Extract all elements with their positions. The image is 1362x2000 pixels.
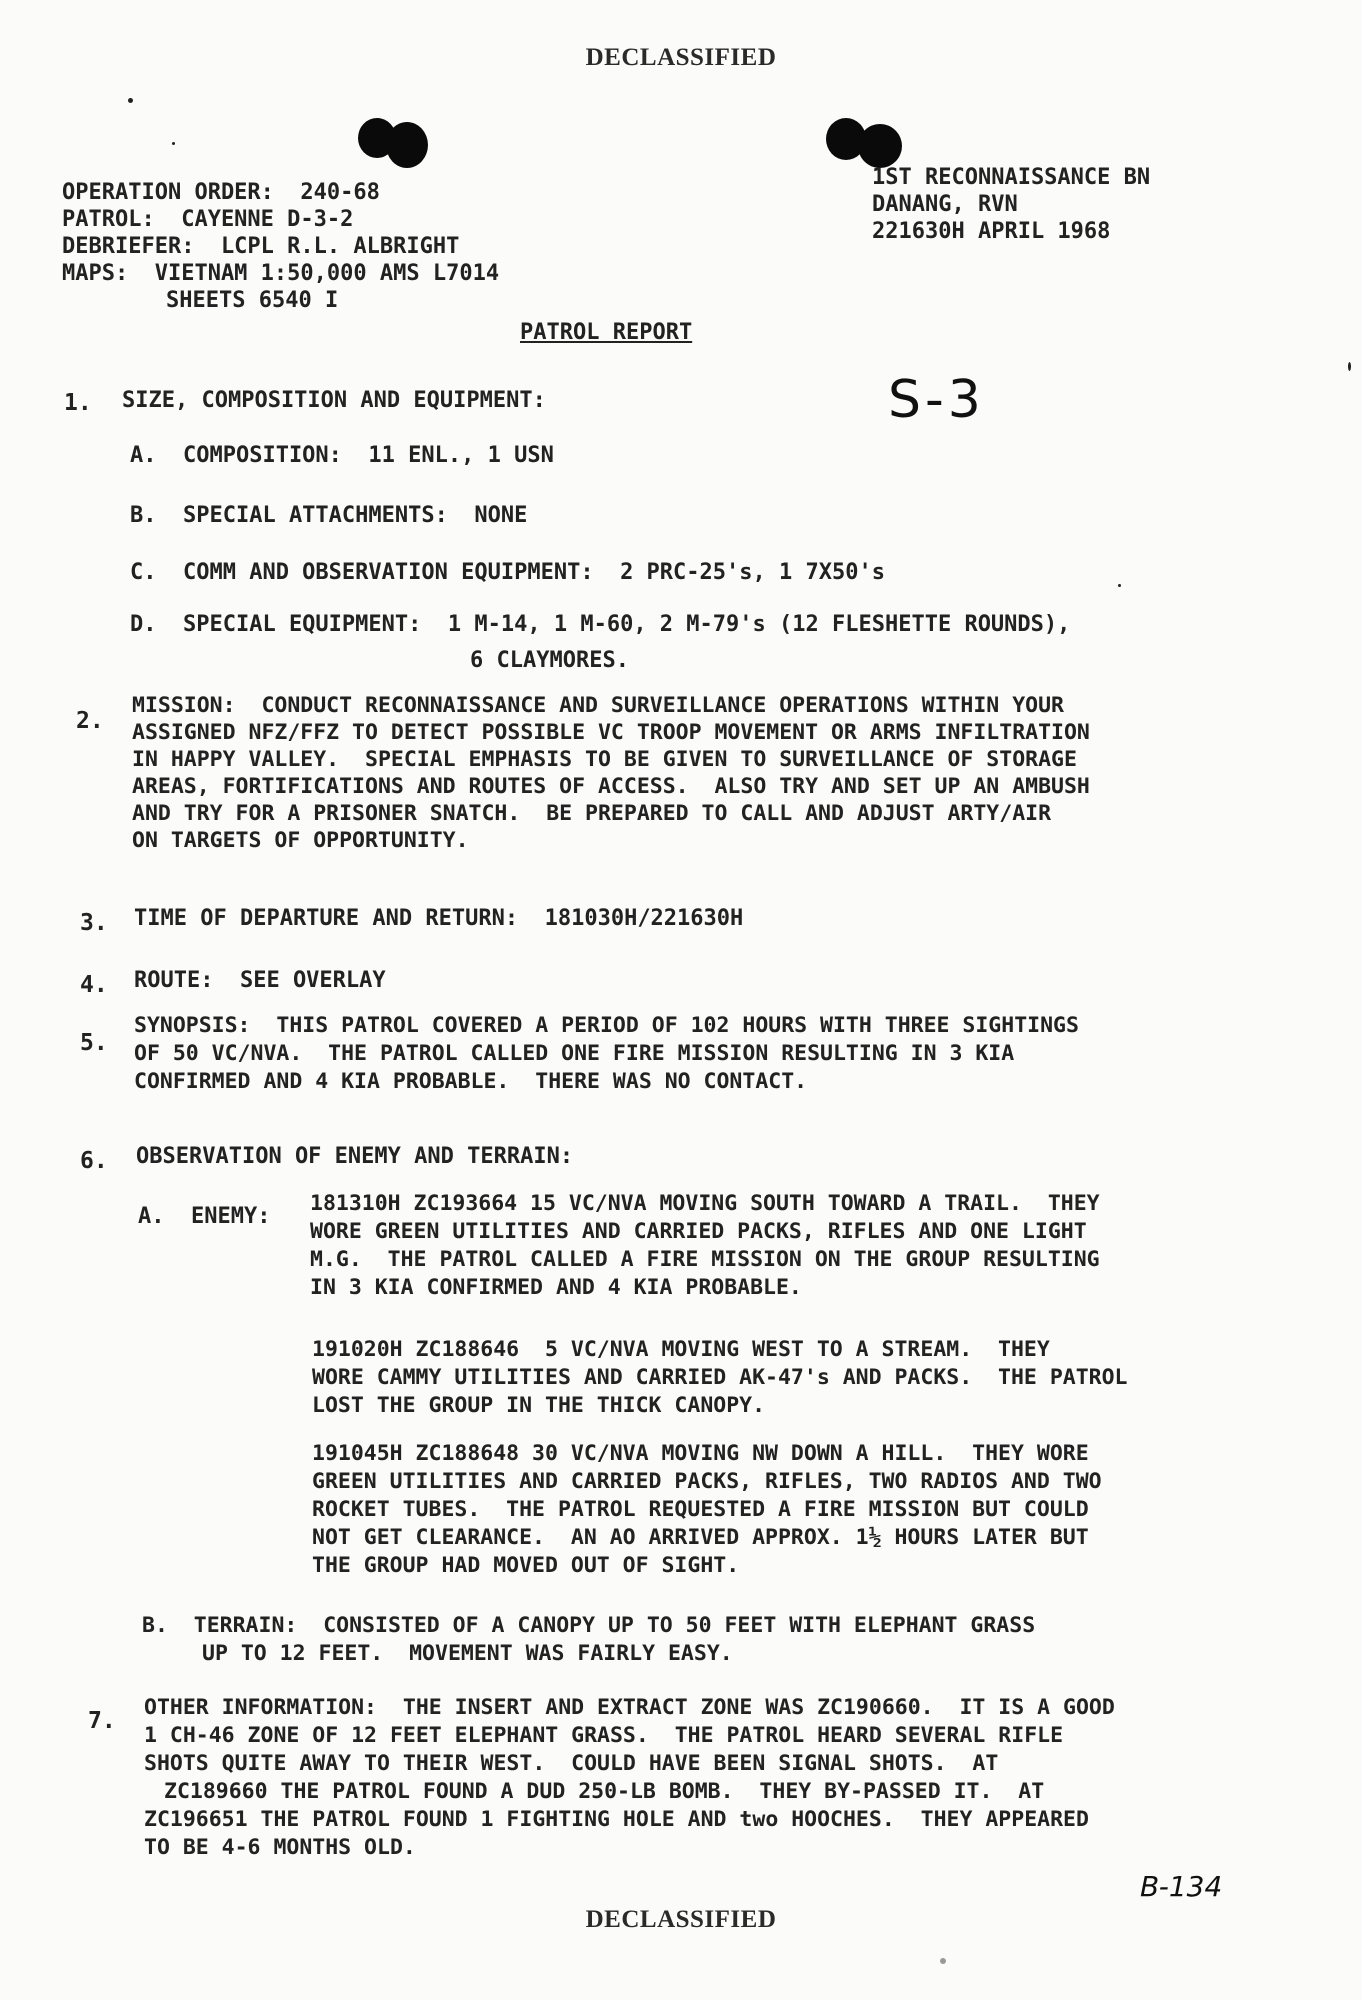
mission-line: ASSIGNED NFZ/FFZ TO DETECT POSSIBLE VC TROOP MOVEMENT OR ARMS INFILTRATION <box>132 720 1090 745</box>
ink-speck <box>172 142 175 145</box>
section-3-number: 3. <box>80 910 108 936</box>
sighting-line: 191020H ZC188646 5 VC/NVA MOVING WEST TO A STREAM. THEY <box>312 1337 1050 1362</box>
handwritten-s3: S-3 <box>888 370 985 430</box>
section-7-number: 7. <box>88 1708 116 1734</box>
other-info-line: SHOTS QUITE AWAY TO THEIR WEST. COULD HAVE BEEN SIGNAL SHOTS. AT <box>144 1751 999 1776</box>
section-2-number: 2. <box>76 708 104 734</box>
sighting-line: NOT GET CLEARANCE. AN AO ARRIVED APPROX. 1½ HOURS LATER BUT <box>312 1525 1089 1550</box>
section-1-attachments: B. SPECIAL ATTACHMENTS: NONE <box>130 503 528 528</box>
punch-hole-left-2 <box>386 122 428 168</box>
report-datetime: 221630H APRIL 1968 <box>872 219 1111 244</box>
mission-line: AND TRY FOR A PRISONER SNATCH. BE PREPARED TO CALL AND ADJUST ARTY/AIR <box>132 801 1052 826</box>
sighting-line: 181310H ZC193664 15 VC/NVA MOVING SOUTH TOWARD A TRAIL. THEY <box>310 1191 1100 1216</box>
sighting-line: WORE GREEN UTILITIES AND CARRIED PACKS, RIFLES AND ONE LIGHT <box>310 1219 1087 1244</box>
patrol-name: PATROL: CAYENNE D-3-2 <box>62 207 354 232</box>
sighting-line: 191045H ZC188648 30 VC/NVA MOVING NW DOWN A HILL. THEY WORE <box>312 1441 1089 1466</box>
ink-speck <box>1118 584 1121 587</box>
other-info-line: 1 CH-46 ZONE OF 12 FEET ELEPHANT GRASS. THE PATROL HEARD SEVERAL RIFLE <box>144 1723 1064 1748</box>
mission-line: MISSION: CONDUCT RECONNAISSANCE AND SURVEILLANCE OPERATIONS WITHIN YOUR <box>132 693 1064 718</box>
mission-line: ON TARGETS OF OPPORTUNITY. <box>132 828 469 853</box>
sighting-line: THE GROUP HAD MOVED OUT OF SIGHT. <box>312 1553 740 1578</box>
ink-speck <box>1348 362 1351 371</box>
declassified-stamp-bottom: DECLASSIFIED <box>585 1906 777 1933</box>
sighting-line: WORE CAMMY UTILITIES AND CARRIED AK-47's AND PACKS. THE PATROL <box>312 1365 1128 1390</box>
debriefer: DEBRIEFER: LCPL R.L. ALBRIGHT <box>62 234 460 259</box>
section-5-number: 5. <box>80 1030 108 1056</box>
synopsis-line: OF 50 VC/NVA. THE PATROL CALLED ONE FIRE MISSION RESULTING IN 3 KIA <box>134 1041 1015 1066</box>
section-4-number: 4. <box>80 972 108 998</box>
declassified-stamp-top: DECLASSIFIED <box>585 44 777 71</box>
sighting-line: M.G. THE PATROL CALLED A FIRE MISSION ON THE GROUP RESULTING <box>310 1247 1100 1272</box>
section-3-departure-return: TIME OF DEPARTURE AND RETURN: 181030H/221630H <box>134 906 744 931</box>
mission-line: IN HAPPY VALLEY. SPECIAL EMPHASIS TO BE GIVEN TO SURVEILLANCE OF STORAGE <box>132 747 1077 772</box>
other-info-line: TO BE 4-6 MONTHS OLD. <box>144 1835 416 1860</box>
section-1-special-equipment: D. SPECIAL EQUIPMENT: 1 M-14, 1 M-60, 2 M-79's (12 FLESHETTE ROUNDS), <box>130 612 1071 637</box>
section-6-number: 6. <box>80 1148 108 1174</box>
mission-line: AREAS, FORTIFICATIONS AND ROUTES OF ACCESS. ALSO TRY AND SET UP AN AMBUSH <box>132 774 1090 799</box>
document-title: PATROL REPORT <box>520 320 693 345</box>
synopsis-line: CONFIRMED AND 4 KIA PROBABLE. THERE WAS NO CONTACT. <box>134 1069 808 1094</box>
handwritten-page-number: B-134 <box>1140 1870 1223 1903</box>
unit-location: DANANG, RVN <box>872 192 1018 217</box>
sighting-line: ROCKET TUBES. THE PATROL REQUESTED A FIRE MISSION BUT COULD <box>312 1497 1089 1522</box>
section-1-number: 1. <box>64 390 92 416</box>
operation-order: OPERATION ORDER: 240-68 <box>62 180 380 205</box>
sheets: SHEETS 6540 I <box>166 288 339 313</box>
section-1-comm-equipment: C. COMM AND OBSERVATION EQUIPMENT: 2 PRC-25's, 1 7X50's <box>130 560 885 585</box>
terrain-line: B. TERRAIN: CONSISTED OF A CANOPY UP TO 50 FEET WITH ELEPHANT GRASS <box>142 1613 1036 1638</box>
punch-hole-right-2 <box>858 124 902 168</box>
section-6-heading: OBSERVATION OF ENEMY AND TERRAIN: <box>136 1144 574 1169</box>
ink-speck <box>940 1958 946 1964</box>
section-6-enemy-label: A. ENEMY: <box>138 1204 271 1229</box>
section-1-composition: A. COMPOSITION: 11 ENL., 1 USN <box>130 443 554 468</box>
sighting-line: IN 3 KIA CONFIRMED AND 4 KIA PROBABLE. <box>310 1275 802 1300</box>
other-info-line: ZC189660 THE PATROL FOUND A DUD 250-LB BOMB. THEY BY-PASSED IT. AT <box>164 1779 1045 1804</box>
maps: MAPS: VIETNAM 1:50,000 AMS L7014 <box>62 261 500 286</box>
other-info-line: ZC196651 THE PATROL FOUND 1 FIGHTING HOLE AND two HOOCHES. THEY APPEARED <box>144 1807 1089 1832</box>
section-1-special-equipment-cont: 6 CLAYMORES. <box>470 648 629 673</box>
terrain-line: UP TO 12 FEET. MOVEMENT WAS FAIRLY EASY. <box>202 1641 733 1666</box>
synopsis-line: SYNOPSIS: THIS PATROL COVERED A PERIOD OF 102 HOURS WITH THREE SIGHTINGS <box>134 1013 1079 1038</box>
unit-name: 1ST RECONNAISSANCE BN <box>872 165 1151 190</box>
section-1-heading: SIZE, COMPOSITION AND EQUIPMENT: <box>122 388 546 413</box>
section-4-route: ROUTE: SEE OVERLAY <box>134 968 386 993</box>
ink-speck <box>128 98 133 103</box>
sighting-line: GREEN UTILITIES AND CARRIED PACKS, RIFLES, TWO RADIOS AND TWO <box>312 1469 1102 1494</box>
other-info-line: OTHER INFORMATION: THE INSERT AND EXTRACT ZONE WAS ZC190660. IT IS A GOOD <box>144 1695 1115 1720</box>
sighting-line: LOST THE GROUP IN THE THICK CANOPY. <box>312 1393 766 1418</box>
